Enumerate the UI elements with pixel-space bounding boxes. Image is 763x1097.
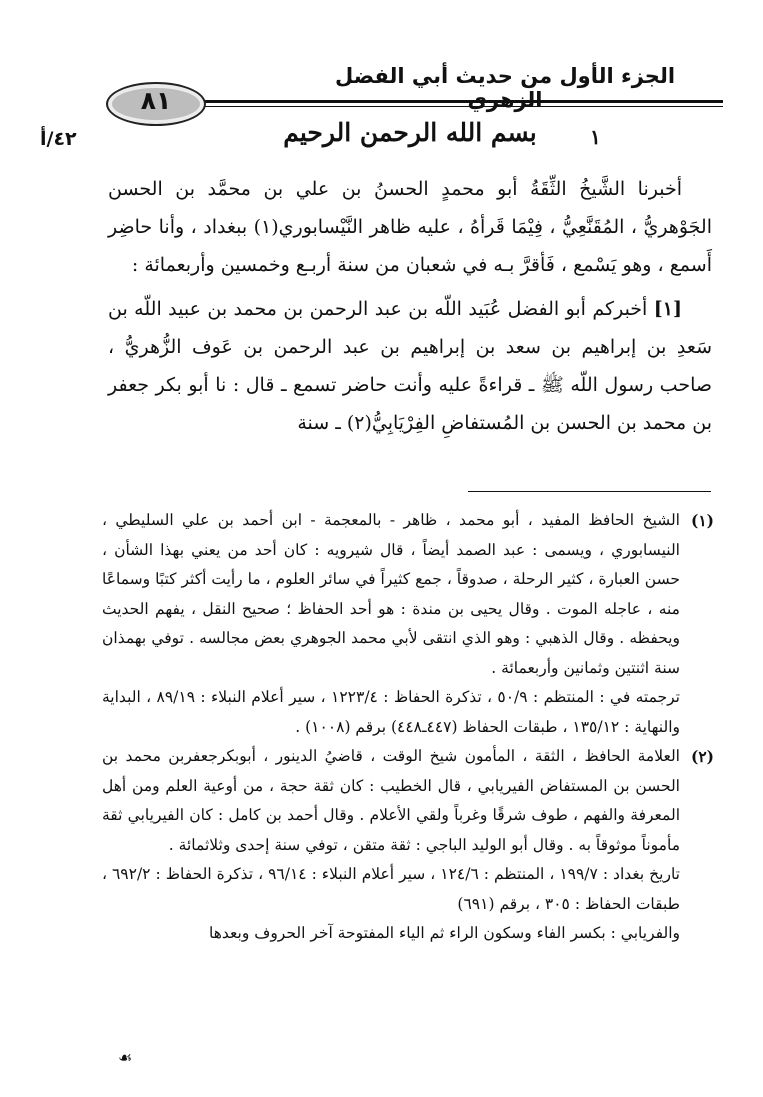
footnote-text: العلامة الحافظ ، الثقة ، المأمون شيخ الوقت ، قاضيُ الدينور ، أبوبكرجعفربن محمد بن الحسن بن المستفاض الفيريابي ، قال الخطيب : كان ثقة حجة ، من أوعية العلم ومن أهل المعرفة والفهم ، طوف شرقًا وغرباً ولقي الأعلام . وقال أحمد بن كامل : كان الفيريابي ثقة مأموناً موثوقاً به . وقال أبو الوليد الباجي : ثقة متقن ، توفي سنة إحدى وثلاثمائة . bbox=[102, 747, 680, 854]
folio-reference: ٤٢/أ bbox=[40, 128, 77, 150]
footnote-extra: والفريابي : بكسر الفاء وسكون الراء ثم الياء المفتوحة آخر الحروف وبعدها bbox=[209, 924, 680, 942]
header-rule-thin bbox=[190, 106, 723, 107]
hadith-1 bbox=[108, 290, 712, 442]
footnote-number: (٢) bbox=[690, 747, 714, 766]
running-title: الجزء الأول من حديث أبي الفضل الزهري bbox=[334, 64, 676, 112]
main-text bbox=[108, 170, 712, 442]
isnad-intro: أخبرنا الشَّيخُ الثِّقَةُ أبو محمدٍ الحسنُ بن علي بن محمَّد بن الحسن الجَوْهريُّ ، المُقَنَّعِيُّ ، فِيْمَا قَرأهُ ، عليه ظاهر النَّيْسابوري(١) ببغداد ، وأنا حاضِر أَسمع ، وهو يَسْمع ، فَأقرَّ بـه في شعبان من سنة أربـع وخمسين وأربعمائة : bbox=[108, 178, 712, 276]
footnote-number: (١) bbox=[690, 511, 714, 530]
footnote-sources: ترجمته في : المنتظم : ٥٠/٩ ، تذكرة الحفاظ : ١٢٢٣/٤ ، سير أعلام النبلاء : ٨٩/١٩ ، البداية والنهاية : ١٣٥/١٢ ، طبقات الحفاظ (٤٤٧ـ٤٤٨) برقم (١٠٠٨) . bbox=[102, 688, 680, 736]
footnote-text: الشيخ الحافظ المفيد ، أبو محمد ، ظاهر - بالمعجمة - ابن أحمد بن علي السليطي ، النيسابوري ، ويسمى : عبد الصمد أيضاً ، قال شيرويه : كان أحد من يعني بهذا الشأن ، حسن العبارة ، كثير الرحلة ، صدوقاً ، جمع كثيراً في سائر العلوم ، ما رأيت أكثر كتبًا وسماعًا منه ، عاجله الموت . وقال يحيى بن مندة : هو أحد الحفاظ ؛ صحيح النقل ، يفهم الحديث ويحفظه . وقال الذهبي : وهو الذي انتقى لأبي محمد الجوهري بعض مجالسه . توفي بهمذان سنة اثنتين وثمانين وأربعمائة . bbox=[102, 511, 680, 677]
footnote-separator bbox=[468, 491, 711, 492]
footnotes bbox=[102, 506, 714, 949]
basmala: بسم الله الرحمن الرحيم bbox=[283, 118, 537, 147]
page-number: ٨١ bbox=[140, 86, 172, 115]
footnote-body bbox=[102, 506, 680, 742]
basmala-number: ١ bbox=[590, 125, 601, 149]
header-rule-thick bbox=[190, 100, 723, 103]
footnote-2 bbox=[102, 742, 714, 949]
hadith-number: [١] bbox=[653, 298, 682, 320]
hadith-text: أخبركم أبو الفضل عُبَيد اللّه بن عبد الرحمن بن محمد بن عبيد اللّه بن سَعدِ بن إبراهيم بن سعد بن إبراهيم بن عبد الرحمن بن عَوف الزُّهريُّ ، صاحب رسول اللّه ﷺ ـ قراءةً عليه وأنت حاضر تسمع ـ قال : نا أبو بكر جعفر بن محمد بن الحسن بن المُستفاضِ الفِرْيَابِيُّ(٢) ـ سنة bbox=[108, 298, 712, 434]
catchword-mark: ☙ bbox=[118, 1048, 133, 1067]
footnote-body bbox=[102, 742, 680, 949]
footnote-sources: تاريخ بغداد : ١٩٩/٧ ، المنتظم : ١٢٤/٦ ، سير أعلام النبلاء : ٩٦/١٤ ، تذكرة الحفاظ : ٦٩٢/٢ ، طبقات الحفاظ : ٣٠٥ ، برقم (٦٩١) bbox=[102, 865, 681, 913]
footnote-1 bbox=[102, 506, 714, 742]
